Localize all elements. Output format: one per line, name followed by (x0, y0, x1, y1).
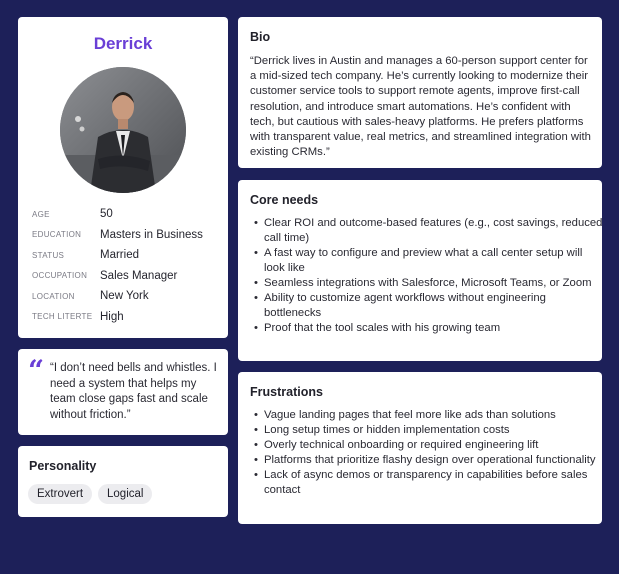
personality-card (18, 446, 228, 517)
personality-tag: Logical (98, 484, 152, 504)
list-item: • Long setup times or hidden implementation costs (264, 423, 604, 438)
fact-age (32, 204, 222, 225)
frustrations-title: Frustrations (250, 385, 323, 399)
core-needs-title: Core needs (250, 193, 319, 207)
profile-card (18, 17, 228, 338)
fact-label: LOCATION (32, 291, 75, 301)
fact-occupation (32, 266, 222, 287)
avatar (60, 67, 186, 193)
fact-education (32, 225, 222, 246)
personality-tag: Extrovert (28, 484, 92, 504)
core-needs-card (238, 180, 602, 361)
personality-title: Personality (29, 459, 97, 473)
core-needs-list (250, 216, 604, 336)
fact-value: New York (100, 290, 149, 303)
fact-label: TECH LITERTE (32, 312, 93, 322)
list-item: • Seamless integrations with Salesforce, Microsoft Teams, or Zoom (264, 276, 604, 291)
bio-title: Bio (250, 30, 271, 44)
quote-text: “I don’t need bells and whistles. I need a system that helps my team close gaps fast and scale without friction.” (50, 362, 217, 421)
fact-status (32, 245, 222, 266)
fact-location (32, 286, 222, 307)
fact-tech-literacy (32, 307, 222, 328)
fact-label: STATUS (32, 250, 65, 260)
fact-label: OCCUPATION (32, 271, 88, 281)
list-item: • Platforms that prioritize flashy design over operational functionality (264, 453, 604, 468)
list-item: • Ability to customize agent workflows without engineering bottlenecks (264, 291, 604, 321)
fact-label: EDUCATION (32, 230, 82, 240)
list-item: • Vague landing pages that feel more like ads than solutions (264, 408, 604, 423)
frustrations-card (238, 372, 602, 524)
bio-text: “Derrick lives in Austin and manages a 60-person support center for a mid-sized tech company. He’s currently looking to modernize their customer service tools to support remote agents, improve first-call resolution, and introduce smart automations. He’s confident with tech, but cautious with sales-heavy platforms. He prefers platforms with transparent value, real metrics, and streamlined integration with existing CRMs.” (250, 55, 591, 159)
facts-list (32, 204, 222, 327)
fact-value: High (100, 310, 124, 323)
list-item: • A fast way to configure and preview what a call center setup will look like (264, 246, 604, 276)
fact-value: Married (100, 249, 139, 262)
fact-value: Masters in Business (100, 228, 203, 241)
fact-value: Sales Manager (100, 269, 178, 282)
frustrations-list (250, 408, 604, 498)
persona-name: Derrick (93, 34, 153, 53)
personality-tags (28, 484, 152, 504)
bio-card (238, 17, 602, 168)
list-item: • Overly technical onboarding or required engineering lift (264, 438, 604, 453)
list-item: • Clear ROI and outcome-based features (e.g., cost savings, reduced call time) (264, 216, 604, 246)
quote-card (18, 349, 228, 435)
quote-icon: “ (28, 354, 45, 387)
list-item: • Lack of async demos or transparency in capabilities before sales contact (264, 468, 604, 498)
fact-label: AGE (32, 209, 50, 219)
fact-value: 50 (100, 208, 113, 221)
list-item: • Proof that the tool scales with his growing team (264, 321, 604, 336)
